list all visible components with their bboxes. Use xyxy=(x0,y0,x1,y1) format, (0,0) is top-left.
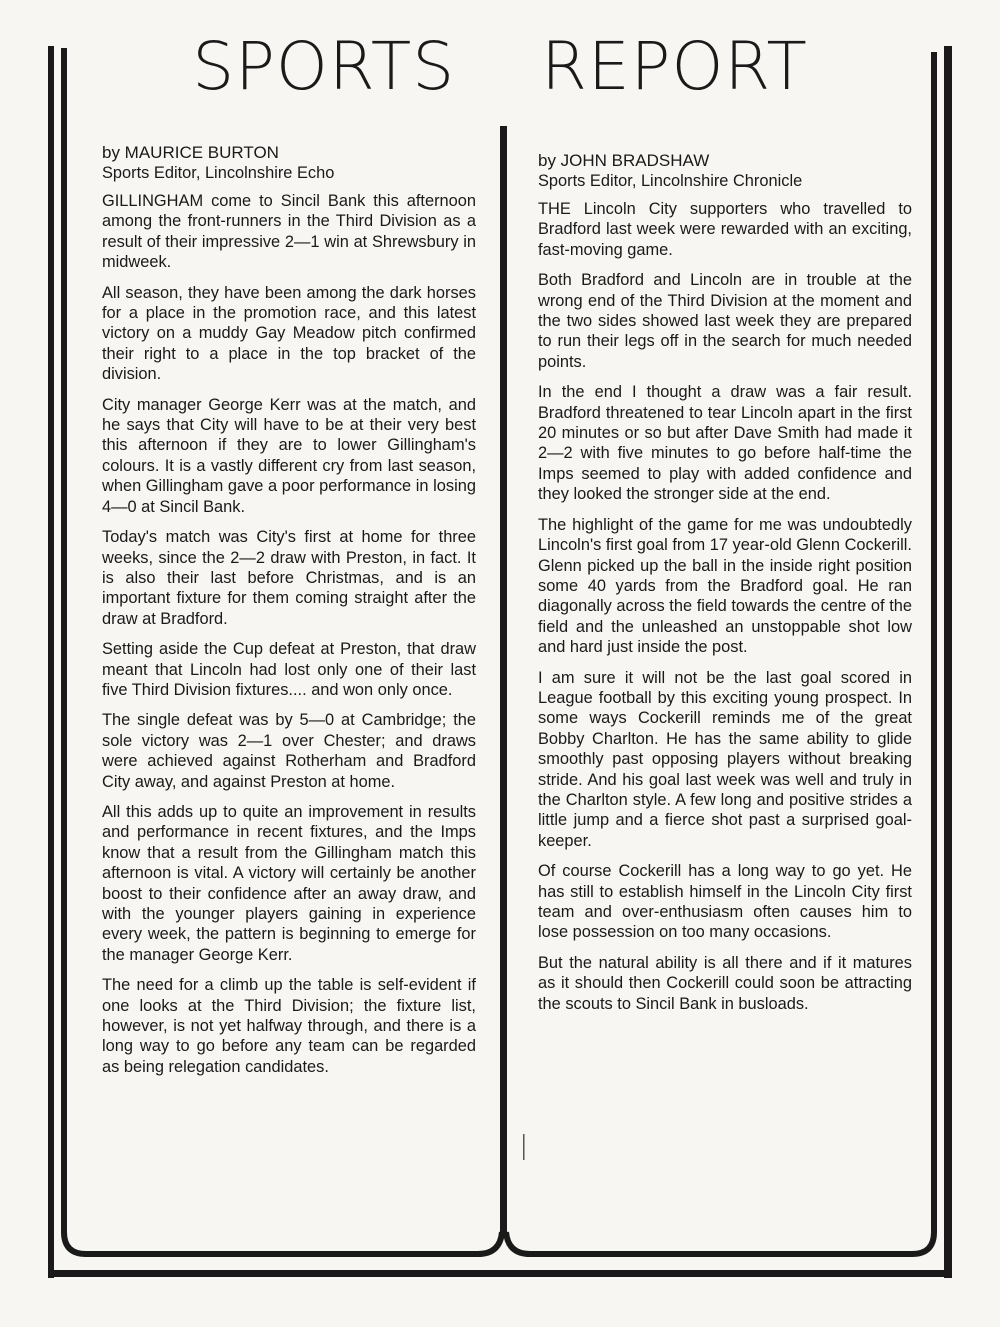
left-paragraph: Setting aside the Cup defeat at Preston, that draw meant that Lincoln had lost only one of their last five Third Division fixtures.... and won only once. xyxy=(102,640,476,699)
right-outer-rule xyxy=(944,46,952,1278)
right-column xyxy=(538,151,912,1024)
right-author: by JOHN BRADSHAW xyxy=(538,151,710,170)
right-paragraph: In the end I thought a draw was a fair result. Bradford threatened to tear Lincoln apart in the first 20 minutes or so but after Dave Smith had made it 2—2 with five minutes to go before half-time the Imps seemed to play with added confidence and they looked the stronger side at the end. xyxy=(538,383,912,504)
left-paragraph: All season, they have been among the dark horses for a place in the promotion race, and this latest victory on a muddy Gay Meadow pitch confirmed their right to a place in the top bracket of the division. xyxy=(102,283,476,384)
right-paragraph: I am sure it will not be the last goal scored in League football by this exciting young prospect. In some ways Cockerill reminds me of the great Bobby Charlton. He has the same ability to glide smoothly past opposing players without breaking stride. And his goal last week was well and truly in the Charlton style. A few long and positive strides a little jump and a fierce shot past a surprised goal-keeper. xyxy=(538,668,912,850)
right-author-role: Sports Editor, Lincolnshire Chronicle xyxy=(538,172,803,190)
small-margin-mark xyxy=(523,1134,525,1160)
right-paragraph: THE Lincoln City supporters who travelled to Bradford last week were rewarded with an exciting, fast-moving game. xyxy=(538,200,912,259)
title-word-report: REPORT xyxy=(541,28,808,105)
left-paragraph: The single defeat was by 5—0 at Cambridge; the sole victory was 2—1 over Chester; and draws were achieved against Rotherham and Bradford City away, and against Preston at home. xyxy=(102,711,476,791)
right-byline xyxy=(538,151,912,191)
left-paragraph: City manager George Kerr was at the match, and he says that City will have to be at their very best this afternoon if they are to lower Gillingham's colours. It is a vastly different cry from last season, when Gillingham gave a poor performance in losing 4—0 at Sincil Bank. xyxy=(102,395,476,516)
bottom-rule xyxy=(48,1270,952,1277)
left-outer-rule xyxy=(48,46,54,1278)
left-paragraph: All this adds up to quite an improvement in results and performance in recent fixtures, and the Imps know that a result from the Gillingham match this afternoon is vital. A victory will certainly be another boost to their confidence after an away draw, and with the younger players gaining in experience every week, the pattern is beginning to emerge for the manager George Kerr. xyxy=(102,802,476,964)
right-paragraph: But the natural ability is all there and if it matures as it should then Cockerill could soon be attracting the scouts to Sincil Bank in busloads. xyxy=(538,953,912,1013)
right-paragraph: The highlight of the game for me was undoubtedly Lincoln's first goal from 17 year-old Glenn Cockerill. Glenn picked up the ball in the inside right position some 40 yards from the Bradford goal. He ran diagonally across the field towards the centre of the field and the unleashed an unstoppable shot low and hard just inside the post. xyxy=(538,515,912,657)
center-rule xyxy=(500,126,507,1236)
left-byline xyxy=(102,143,476,183)
left-paragraph: Today's match was City's first at home for three weeks, since the 2—2 draw with Preston, in fact. It is also their last before Christmas, and is an important fixture for them coming straight after the draw at Bradford. xyxy=(102,528,476,628)
left-author: by MAURICE BURTON xyxy=(102,143,279,162)
right-paragraph: Of course Cockerill has a long way to go yet. He has still to establish himself in the Lincoln City first team and over-enthusiasm often causes him to lose possession on too many occasions. xyxy=(538,862,912,942)
page-title xyxy=(0,28,1000,105)
left-paragraph: The need for a climb up the table is self-evident if one looks at the Third Division; the fixture list, however, is not yet halfway through, and there is a long way to go before any team can be regarded as being relegation candidates. xyxy=(102,976,476,1076)
title-word-sports: SPORTS xyxy=(192,28,456,105)
right-paragraph: Both Bradford and Lincoln are in trouble at the wrong end of the Third Division at the moment and the two sides showed last week they are prepared to run their legs off in the search for much needed points. xyxy=(538,271,912,371)
left-paragraph: GILLINGHAM come to Sincil Bank this afternoon among the front-runners in the Third Division as a result of their impressive 2—1 win at Shrewsbury in midweek. xyxy=(102,192,476,272)
left-author-role: Sports Editor, Lincolnshire Echo xyxy=(102,164,335,182)
left-column xyxy=(102,143,476,1087)
